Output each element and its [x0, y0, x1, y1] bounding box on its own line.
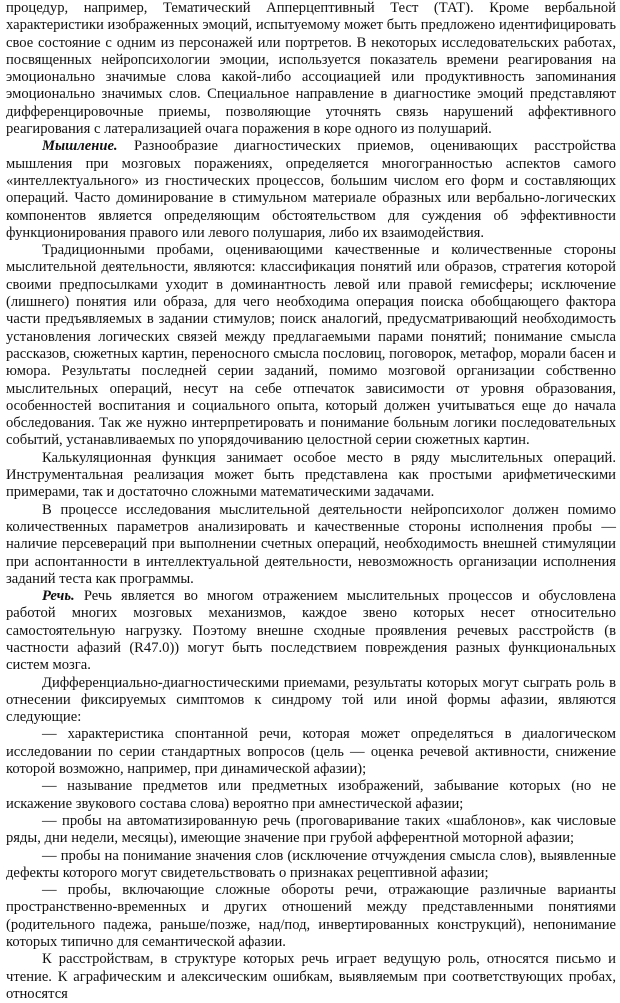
paragraph-last-text: К расстройствам, в структуре которых речь играет ведущую роль, относятся письмо и чтение. К аграфическим и алексическим ошибкам, выявляемым при соответствующих пробах, относятся [6, 951, 616, 1002]
list-item-automated-speech [6, 813, 616, 848]
list-item-word-meaning [6, 848, 616, 883]
paragraph-5-text: В процессе исследования мыслительной деятельности нейропсихолог должен помимо количественных параметров анализировать и качественные стороны исполнения пробы — наличие персевераций при выполнении счетных операций, необходимость внешней стимуляции при аспонтанности в интеллектуальной деятельности, невозможность организации исполнения заданий теста как программы. [6, 501, 616, 587]
paragraph-7-text: Дифференциально-диагностическими приемами, результаты которых могут сыграть роль в отнесении фиксируемых симптомов к синдрому той или иной формы афазии, являются следующие: [6, 674, 616, 726]
list-item-text: — характеристика спонтанной речи, которая может определяться в диалогическом исследовании по серии стандартных вопросов (цель — оценка речевой активности, снижение которой возможно, например, при динамической афазии); [6, 726, 616, 778]
list-item-naming [6, 778, 616, 813]
paragraph-last [6, 951, 616, 1003]
section-heading-thinking: Мышление. [42, 138, 118, 155]
list-item-text: — называние предметов или предметных изображений, забывание которых (но не искажение звукового состава слова) вероятно при амнестической афазии; [6, 778, 616, 812]
paragraph-1-text: процедур, например, Тематический Апперцептивный Тест (ТАТ). Кроме вербальной характеристики изображенных эмоций, испытуемому может быть предложено идентифицировать свое состояние с одним из персонажей или портретов. В некоторых исследовательских работах, посвященных нейропсихологии эмоции, используется показатель времени реагирования на эмоционально значимые слова какой-либо ассоциацией или продуктивность запоминания эмоционально значимых слов. Специальное направление в диагностике эмоций представляют дифференцировочные приемы, позволяющие уточнять связь нарушений аффективного реагирования с латерализацией очага поражения в коре одного из полушарий. [6, 0, 616, 138]
paragraph-speech-text: Речь является во многом отражением мыслительных процессов и обусловлена работой многих мозговых механизмов, каждое звено которых несет относительно самостоятельную нагрузку. Поэтому внешне сходные проявления речевых расстройств (в частности афазий (R47.0)) могут быть последствием повреждения разных функциональных систем мозга. [6, 588, 616, 674]
paragraph-thinking [6, 138, 616, 242]
section-heading-speech: Речь. [42, 588, 75, 605]
paragraph-thinking-text: Разнообразие диагностических приемов, оценивающих расстройства мышления при мозговых поражениях, определяется многогранностью аспектов самого «интеллектуального» из гностических процессов, большим числом его форм и составляющих операций. Часто доминирование в стимульном материале образных или вербально-логических компонентов является определяющим обстоятельством для суждения об эффективности функционирования правого или левого полушария, либо их взаимодействия. [6, 138, 616, 241]
paragraph-speech [6, 588, 616, 674]
list-item-text: — пробы на понимание значения слов (исключение отчуждения смысла слов), выявленные дефекты которого могут свидетельствовать о признаках рецептивной афазии; [6, 847, 616, 881]
paragraph-1 [6, 0, 616, 138]
paragraph-3 [6, 242, 616, 450]
list-item-text: — пробы, включающие сложные обороты речи, отражающие различные варианты пространственно-временных и других отношений между представленными понятиями (родительного падежа, раньше/позже, над/под, инвертированных конструкций), непонимание которых типично для семантической афазии. [6, 882, 616, 951]
paragraph-4 [6, 450, 616, 502]
paragraph-5 [6, 502, 616, 588]
paragraph-7 [6, 675, 616, 727]
list-item-spontaneous-speech [6, 726, 616, 778]
paragraph-3-text: Традиционными пробами, оценивающими качественные и количественные стороны мыслительной деятельности, являются: классификация понятий или образов, стратегия которой своими предпосылками уходит в доминантность левой или правой гемисферы; исключение (лишнего) понятия или образа, для чего необходима операция поиска обобщающего фактора части предъявляемых в задании стимулов; поиск аналогий, предусматривающий необходимость установления логических связей между предлагаемыми парами понятий; понимание смысла рассказов, сюжетных картин, переносного смысла пословиц, поговорок, метафор, морали басен и юмора. Результаты последней серии заданий, помимо мозговой организации собственно мыслительных операций, несут на себе отпечаток зависимости от уровня образования, особенностей воспитания и социального опыта, который должен учитываться еще до начала обследования. Так же нужно интерпретировать и понимание больным логики последовательных событий, устанавливаемых по упорядочиванию целостной серии сюжетных картин. [6, 242, 616, 449]
paragraph-4-text: Калькуляционная функция занимает особое место в ряду мыслительных операций. Инструментальная реализация может быть представлена как простыми арифметическими примерами, так и достаточно сложными математическими задачами. [6, 449, 616, 501]
list-item-complex-speech [6, 882, 616, 951]
list-item-text: — пробы на автоматизированную речь (проговаривание таких «шаблонов», как числовые ряды, дни недели, месяцы), имеющие значение при грубой афферентной моторной афазии; [6, 812, 616, 847]
